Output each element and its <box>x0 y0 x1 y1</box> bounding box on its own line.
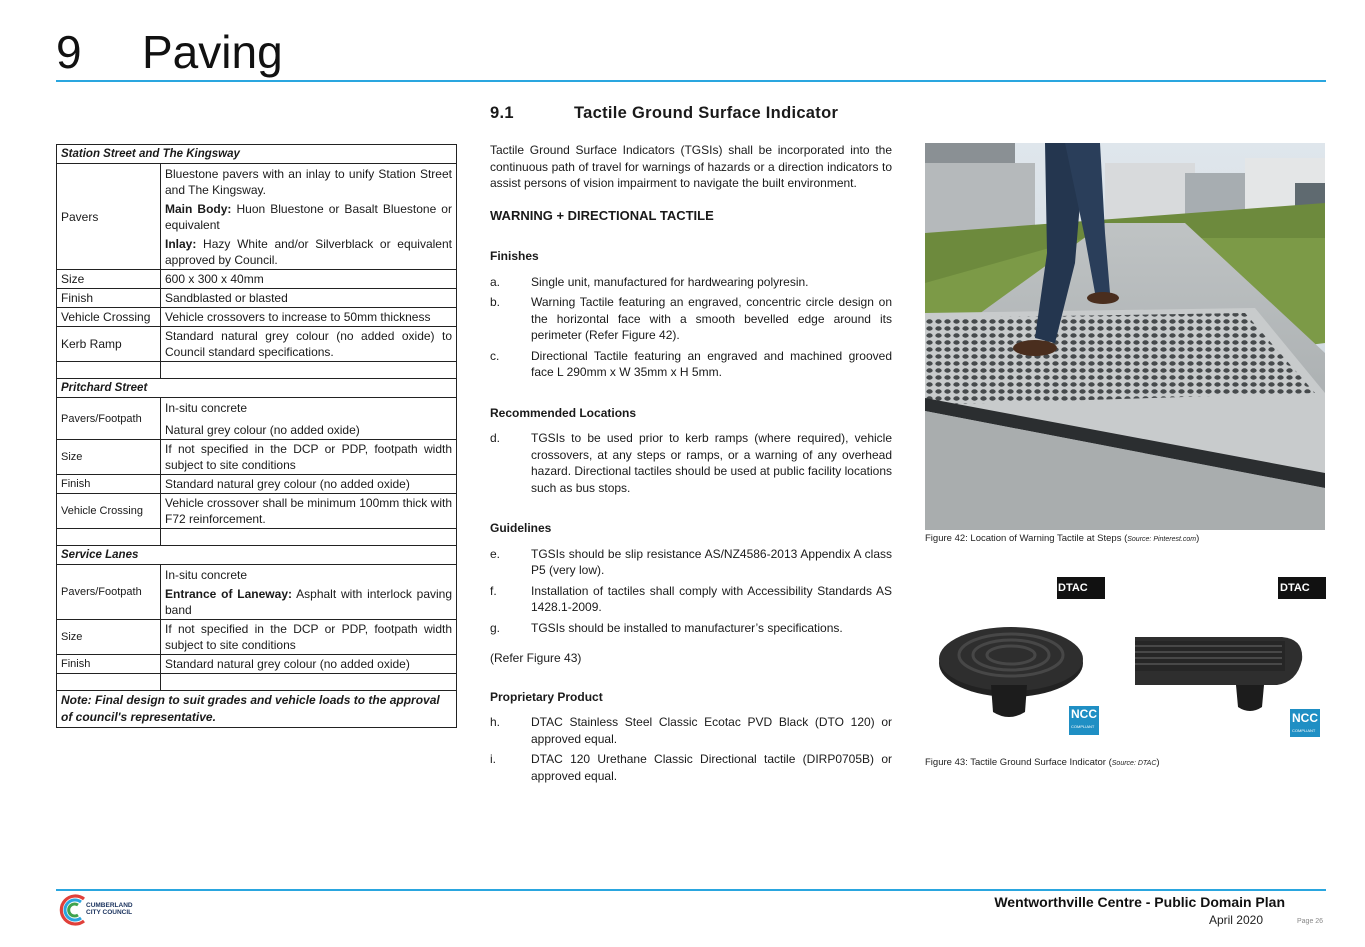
table-empty-cell <box>161 674 457 691</box>
directional-tactile-product <box>1132 577 1328 737</box>
table-value <box>161 164 457 270</box>
table-empty-cell <box>57 362 161 379</box>
ncc-badge-label: NCC <box>1071 707 1097 721</box>
list-item <box>490 583 892 616</box>
entrance-text <box>165 586 452 618</box>
list-item <box>490 546 892 579</box>
caption-source: Source: Pinterest.com <box>1127 536 1197 543</box>
document-title: Wentworthville Centre - Public Domain Plan <box>994 894 1285 910</box>
table-value: Sandblasted or blasted <box>161 289 457 308</box>
table-key: Finish <box>57 289 161 308</box>
finishes-list <box>490 274 892 381</box>
ncc-badge-label: NCC <box>1292 711 1318 725</box>
list-text: DTAC Stainless Steel Classic Ecotac PVD Black (DTO 120) or approved equal. <box>531 715 892 746</box>
council-name-line1: CUMBERLAND <box>86 902 133 909</box>
caption-source: Source: DTAC <box>1111 760 1157 767</box>
list-item <box>490 751 892 784</box>
chapter-title: Paving <box>142 26 283 78</box>
caption-text: Figure 43: Tactile Ground Surface Indicator ( <box>925 757 1112 768</box>
list-marker: a. <box>490 274 501 289</box>
list-marker: g. <box>490 620 501 635</box>
tgsi-section <box>490 102 892 788</box>
list-text: DTAC 120 Urethane Classic Directional tactile (DIRP0705B) or approved equal. <box>531 752 892 783</box>
list-text: TGSIs should be installed to manufacturer’s specifications. <box>531 620 843 635</box>
section-number: 9.1 <box>490 104 514 122</box>
list-marker: b. <box>490 295 501 309</box>
guidelines-heading: Guidelines <box>490 521 552 535</box>
list-text: TGSIs to be used prior to kerb ramps (where required), vehicle crossovers, at any steps or ramps, or a warning of any overhead hazard. Directional tactiles should be used at public facility locations such as bus stops. <box>531 431 892 495</box>
list-marker: i. <box>490 752 496 766</box>
table-section-title: Station Street and The Kingsway <box>57 145 457 164</box>
section-heading <box>490 102 892 124</box>
figure-42-caption <box>925 533 1199 544</box>
locations-heading: Recommended Locations <box>490 405 637 420</box>
figure-43-caption <box>925 757 1160 768</box>
pavers-text: Bluestone pavers with an inlay to unify Station Street and The Kingsway. <box>165 167 452 197</box>
list-text: Installation of tactiles shall comply with Accessibility Standards AS 1428.1-2009. <box>531 583 892 614</box>
list-text: TGSIs should be slip resistance AS/NZ4586-2013 Appendix A class P5 (very low). <box>531 546 892 577</box>
list-marker: f. <box>490 583 497 598</box>
spacer <box>490 385 892 405</box>
dtac-brand-label: DTAC <box>1058 582 1088 594</box>
intro-paragraph: Tactile Ground Surface Indicators (TGSIs) shall be incorporated into the continuous path of travel for warnings of hazards or a direction indicators to assist persons of vision impairment to navigate the built environment. <box>490 143 892 190</box>
main-body-value: Huon Bluestone or Basalt Bluestone or equivalent <box>165 202 452 232</box>
warning-tactile-product <box>931 577 1127 737</box>
footpath-material: In-situ concrete <box>165 401 248 415</box>
table-value: Standard natural grey colour (no added oxide) <box>161 655 457 674</box>
caption-text: Figure 42: Location of Warning Tactile at Steps ( <box>925 533 1128 544</box>
document-date: April 2020 <box>1208 913 1263 927</box>
main-body-label: Main Body: <box>165 202 232 216</box>
list-marker: c. <box>490 348 500 363</box>
lane-material: In-situ concrete <box>165 568 248 582</box>
inlay-text <box>165 236 452 268</box>
list-marker: h. <box>490 715 501 729</box>
council-name-line2: CITY COUNCIL <box>86 909 133 916</box>
tactile-steps-photo <box>925 143 1325 530</box>
list-marker: e. <box>490 546 501 561</box>
dtac-brand-label: DTAC <box>1280 582 1310 594</box>
caps-heading: WARNING + DIRECTIONAL TACTILE <box>490 207 714 223</box>
warning-stud-icon <box>931 577 1127 737</box>
refer-figure-note: (Refer Figure 43) <box>490 651 582 665</box>
table-empty-cell <box>161 529 457 546</box>
spacer <box>490 500 892 520</box>
list-marker: d. <box>490 431 501 445</box>
table-empty-cell <box>57 529 161 546</box>
table-key: Size <box>57 620 161 655</box>
product-heading: Proprietary Product <box>490 689 603 704</box>
table-key: Pavers/Footpath <box>57 565 161 620</box>
list-text: Warning Tactile featuring an engraved, concentric circle design on the horizontal face with a smooth bevelled edge around its perimeter (Refer Figure 42). <box>531 295 892 342</box>
table-value: Standard natural grey colour (no added oxide) to Council standard specifications. <box>161 327 457 362</box>
table-value: 600 x 300 x 40mm <box>161 270 457 289</box>
table-note: Note: Final design to suit grades and vehicle loads to the approval of council's representative. <box>57 691 457 728</box>
table-value <box>161 398 457 440</box>
list-item <box>490 620 892 637</box>
table-key: Size <box>57 440 161 475</box>
photo-illustration <box>925 143 1325 530</box>
table-value: Vehicle crossover shall be minimum 100mm thick with F72 reinforcement. <box>161 494 457 529</box>
finishes-heading: Finishes <box>490 249 539 263</box>
list-item <box>490 430 892 496</box>
ncc-badge-sub: COMPLIANT <box>1292 728 1316 733</box>
list-item <box>490 714 892 747</box>
section-title: Tactile Ground Surface Indicator <box>574 104 839 122</box>
inlay-label: Inlay: <box>165 237 197 251</box>
table-empty-cell <box>161 362 457 379</box>
footpath-colour: Natural grey colour (no added oxide) <box>165 423 360 437</box>
footer-divider <box>56 889 1326 891</box>
entrance-label: Entrance of Laneway: <box>165 587 292 601</box>
inlay-value: Hazy White and/or Silverblack or equivalent approved by Council. <box>165 237 452 267</box>
table-key: Pavers/Footpath <box>57 398 161 440</box>
table-key: Kerb Ramp <box>57 327 161 362</box>
list-item <box>490 294 892 344</box>
table-value <box>161 565 457 620</box>
main-body-text <box>165 201 452 233</box>
table-key: Pavers <box>57 164 161 270</box>
page-number: Page 26 <box>1297 918 1324 925</box>
table-value: Vehicle crossovers to increase to 50mm thickness <box>161 308 457 327</box>
table-value: If not specified in the DCP or PDP, footpath width subject to site conditions <box>161 620 457 655</box>
council-name <box>86 902 133 916</box>
paving-spec-table <box>56 144 457 728</box>
table-key: Vehicle Crossing <box>57 494 161 529</box>
table-value: If not specified in the DCP or PDP, footpath width subject to site conditions <box>161 440 457 475</box>
table-empty-cell <box>57 674 161 691</box>
table-value: Standard natural grey colour (no added oxide) <box>161 475 457 494</box>
list-text: Single unit, manufactured for hardwearing polyresin. <box>531 274 809 289</box>
table-key: Finish <box>57 655 161 674</box>
list-text: Directional Tactile featuring an engraved and machined grooved face L 290mm x W 35mm x H 5mm. <box>531 348 892 379</box>
chapter-number: 9 <box>56 26 82 78</box>
table-section-title: Pritchard Street <box>57 379 457 398</box>
list-item <box>490 348 892 381</box>
table-key: Vehicle Crossing <box>57 308 161 327</box>
table-key: Size <box>57 270 161 289</box>
page-header <box>56 26 1326 82</box>
table-key: Finish <box>57 475 161 494</box>
list-item <box>490 274 892 291</box>
table-section-title: Service Lanes <box>57 546 457 565</box>
ncc-badge-sub: COMPLIANT <box>1071 724 1095 729</box>
caption-close: ) <box>1196 533 1200 544</box>
caption-close: ) <box>1156 757 1160 768</box>
entrance-value: Asphalt with interlock paving band <box>165 587 453 617</box>
